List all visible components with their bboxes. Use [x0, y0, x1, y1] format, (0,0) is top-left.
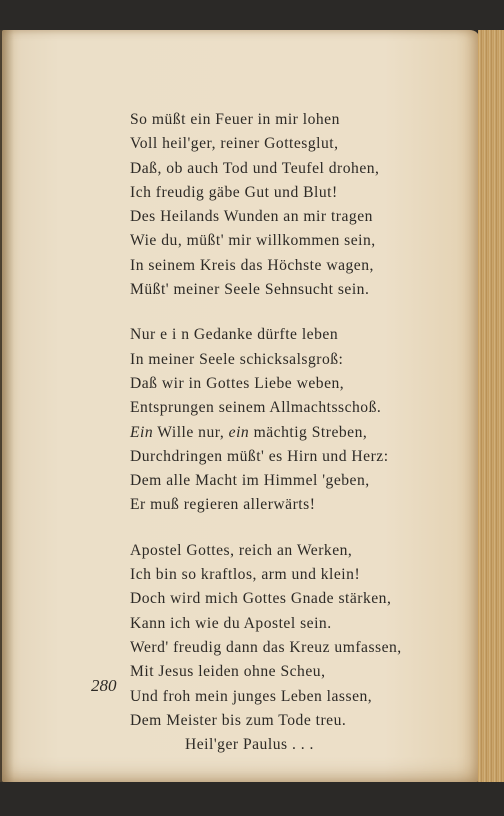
- page-number: 280: [91, 676, 117, 695]
- poem-line: Ich bin so kraftlos, arm und klein!: [130, 566, 361, 584]
- poem-line: Apostel Gottes, reich an Werken,: [130, 541, 353, 559]
- poem-line: Wie du, müßt' mir willkommen sein,: [130, 232, 376, 250]
- spine-shadow: [0, 30, 14, 782]
- poem-line: Dem Meister bis zum Tode treu.: [130, 711, 347, 729]
- emphasized-word: ein: [228, 423, 250, 441]
- poem-line: Kann ich wie du Apostel sein.: [130, 614, 332, 632]
- poem-line: Daß wir in Gottes Liebe weben,: [130, 374, 345, 392]
- poem: [130, 108, 402, 778]
- emphasized-word: Ein: [130, 423, 154, 441]
- poem-line: In seinem Kreis das Höchste wagen,: [130, 256, 374, 274]
- stanza-1: [130, 108, 402, 302]
- poem-line: Voll heil'ger, reiner Gottesglut,: [130, 135, 339, 153]
- poem-line-emphasis: Ein Wille nur, ein mächtig Streben,: [130, 423, 368, 441]
- stanza-3: [130, 539, 402, 758]
- poem-line: Er muß regieren allerwärts!: [130, 496, 316, 514]
- poem-line: Durchdringen müßt' es Hirn und Herz:: [130, 447, 389, 465]
- poem-line: Werd' freudig dann das Kreuz umfassen,: [130, 638, 402, 656]
- stanza-2: [130, 323, 402, 517]
- poem-line: In meiner Seele schicksalsgroß:: [130, 350, 344, 368]
- poem-line: Nur e i n Gedanke dürfte leben: [130, 326, 339, 344]
- poem-line: Mit Jesus leiden ohne Scheu,: [130, 663, 326, 681]
- poem-line: So müßt ein Feuer in mir lohen: [130, 111, 340, 128]
- poem-line: Doch wird mich Gottes Gnade stärken,: [130, 590, 392, 608]
- poem-line: Des Heilands Wunden an mir tragen: [130, 208, 373, 226]
- poem-line: Entsprungen seinem Allmachtsschoß.: [130, 399, 382, 417]
- poem-line: Müßt' meiner Seele Sehnsucht sein.: [130, 281, 370, 299]
- poem-closing-line: Heil'ger Paulus . . .: [185, 736, 314, 754]
- poem-line: Daß, ob auch Tod und Teufel drohen,: [130, 159, 380, 177]
- poem-line: Und froh mein junges Leben lassen,: [130, 687, 373, 705]
- poem-line: Ich freudig gäbe Gut und Blut!: [130, 183, 338, 201]
- page-edges: [478, 30, 504, 782]
- poem-line: Dem alle Macht im Himmel 'geben,: [130, 472, 370, 490]
